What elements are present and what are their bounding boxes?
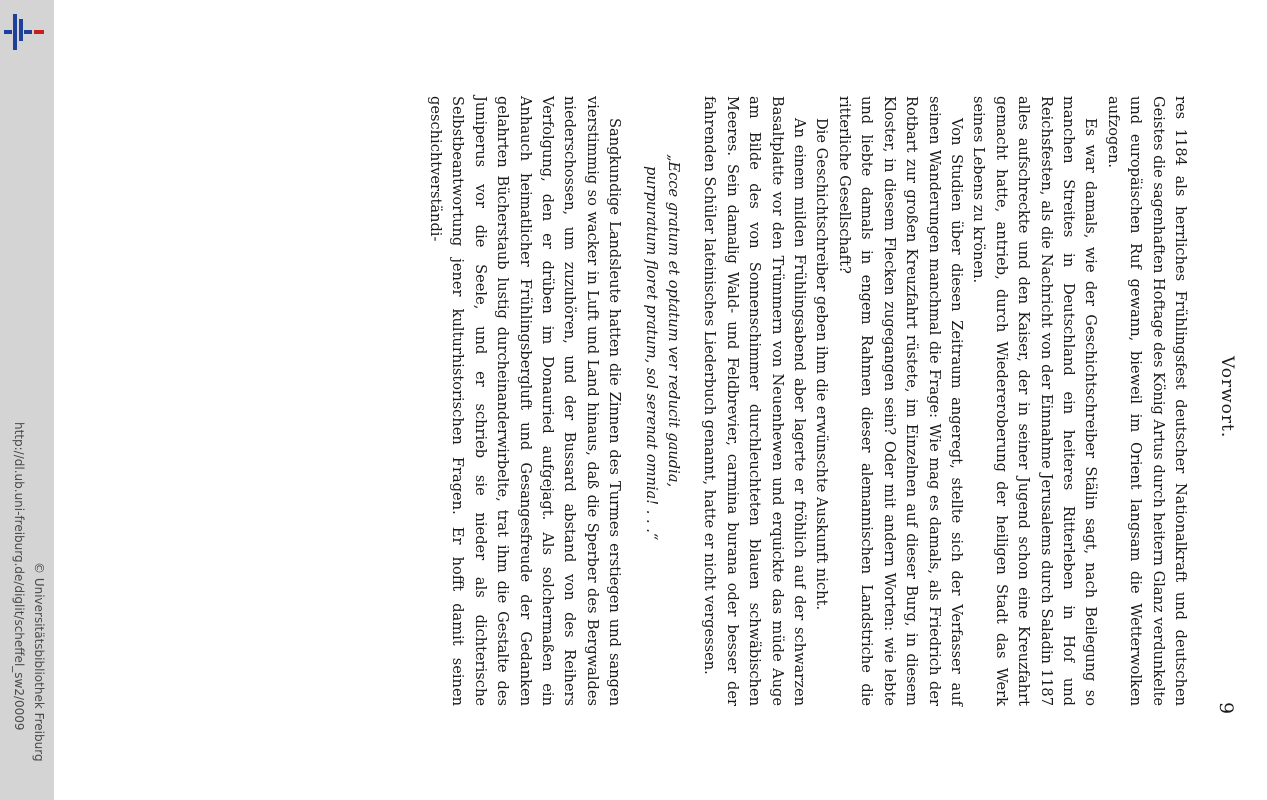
viewer-sidebar [0,0,54,800]
paragraph: Sangkundige Landsleute hatten die Zinnen des Turmes erstiegen und sangen vierstimmig so wacker in Luft und Land hinaus, daß die Sperber des Bergwaldes niederschossen, um zuzuhören, und der Bussard abstand von des Reihers Verfolgung, den er drüben im Donauried aufgejagt. Als solchermaßen ein Anhauch heimatlicher Frühlingsbergluft und Gesangesfreude der Gedanken gelahrten Bücherstaub lustig durcheinanderwirbelte, trat ihm die Gestalte des Juniperus vor die Seele, und er schrieb sie nieder als dichterische Selbstbeantwortung jener kulturhistorischen Fragen. Er hofft damit seinen geschichtverständi- [427,96,624,706]
page-header [1207,0,1237,800]
copyright-notice: © Universitätsbibliothek Freiburg [32,562,46,762]
paragraph: An einem milden Frühlingsabend aber lagerte er fröhlich auf der schwarzen Basaltplatte vor den Trümmern von Neuenhewen und erquickte das müde Auge am Bilde des von Sonnenschimmer durchleuchteten blauen schwäbischen Meeres. Sein damalig Wald- und Feldbrevier, carmina burana oder besser der fahrenden Schüler lateinisches Liederbuch genannt, hatte er nicht vergessen. [701,96,809,706]
page-body [424,96,1191,706]
paragraph: Von Studien über diesen Zeitraum angeregt, stellte sich der Verfasser auf seinen Wanderungen manchmal die Frage: Wie mag es damals, als Friedrich der Rotbart zur großen Kreuzfahrt rüstete, im Einzelnen auf dieser Burg, in diesem Kloster, in diesem Flecken zugegangen sein? Oder mit andern Worten: wie lebte und liebte damals in engem Rahmen dieser alemannischen Landstriche die ritterliche Gesellschaft? [835,96,965,706]
running-head: Vorwort. [1217,356,1237,439]
paragraph: Es war damals, wie der Geschichtschreiber Stälin sagt, nach Beilegung so manchen Streites in Deutschland ein heiteres Ritterleben in Hof und Reichsfesten, als die Nachricht von der Einnahme Jerusalems durch Saladin 1187 alles aufschreckte und den Kaiser, der in seiner Jugend schon eine Kreuzfahrt gemacht hatte, antrieb, durch Wiedereroberung der heiligen Stadt das Werk seines Lebens zu krönen. [970,96,1100,706]
source-url[interactable]: http://dl.ub.uni-freiburg.de/diglit/scheffel_sw2/0009 [12,422,26,731]
page-number: 9 [1215,702,1237,715]
scanned-page [54,0,1267,800]
verse-quote [639,96,684,706]
page-viewer[interactable] [54,0,1267,800]
paragraph: res 1184 als herrliches Frühlingsfest deutscher Nationalkraft und deutschen Geistes die sagenhaften Hoftage des König Artus durch heitern Glanz verdunkelte und europäischen Ruf gewann, bieweil im Orient langsam die Wetterwolken aufzogen. [1104,96,1189,706]
verse-line: „Ecce gratum et optatum ver reducit gaudia, [665,154,683,488]
verse-line: purpuratum floret pratum, sol serenat omnia! . . .“ [642,166,660,541]
viewer-credits [0,0,54,800]
paragraph: Die Geschichtschreiber geben ihm die erwünschte Auskunft nicht. [813,118,831,611]
